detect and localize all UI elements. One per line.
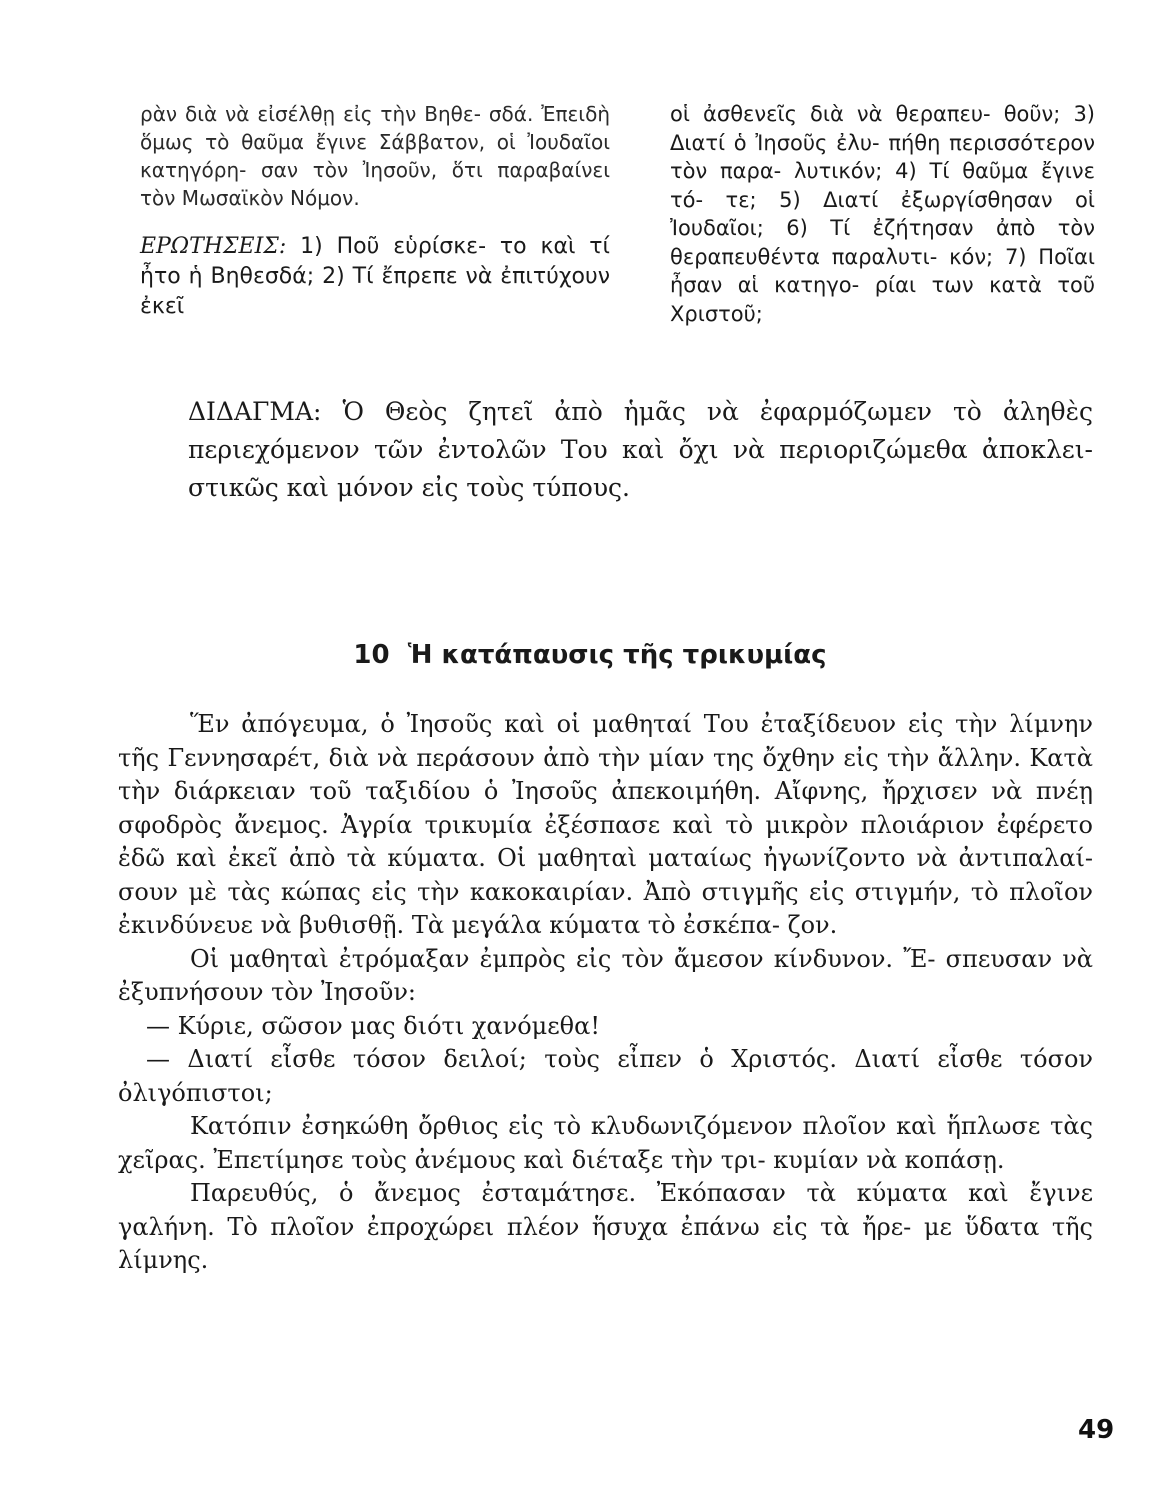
page-number: 49 <box>1078 1415 1115 1445</box>
section-title: Ἡ κατάπαυσις τῆς τρικυμίας <box>407 640 827 670</box>
right-column-text: οἱ ἀσθενεῖς διὰ νὰ θεραπευ- θοῦν; 3) Διατί ὁ Ἰησοῦς ἐλυ- πήθη περισσότερον τὸν παρα- λυτικόν; 4) Τί θαῦμα ἔγινε τό- τε; 5) Διατί ἐξωργίσθησαν οἱ Ἰουδαῖοι; 6) Τί ἐζήτησαν ἀπὸ τὸν θεραπευθέντα παραλυτι- κόν; 7) Ποῖαι ἦσαν αἱ κατηγο- ρίαι των κατὰ τοῦ Χριστοῦ; <box>670 102 1095 326</box>
questions-text: 1) Ποῦ εὑρίσκε- το καὶ τί ἦτο ἡ Βηθεσδά; 2) Τί ἔπρεπε νὰ ἐπιτύχουν ἐκεῖ <box>140 234 611 319</box>
paragraph-1: Ἕν ἀπόγευμα, ὁ Ἰησοῦς καὶ οἱ μαθηταί Του ἐταξίδευον εἰς τὴν λίμνην τῆς Γεννησαρέτ, διὰ νὰ περάσουν ἀπὸ τὴν μίαν της ὄχθην εἰς τὴν ἄλλην. Κατὰ τὴν διάρκειαν τοῦ ταξιδίου ὁ Ἰησοῦς ἀπεκοιμήθη. Αἴφνης, ἤρχισεν νὰ πνέῃ σφοδρὸς ἄνεμος. Ἀγρία τρικυμία ἐξέσπασε καὶ τὸ μικρὸν πλοιάριον ἐφέρετο ἐδῶ καὶ ἐκεῖ ἀπὸ τὰ κύματα. Οἱ μαθηταὶ ματαίως ἠγωνίζοντο νὰ ἀντιπαλαί- σουν μὲ τὰς κώπας εἰς τὴν κακοκαιρίαν. Ἀπὸ στιγμῆς εἰς στιγμήν, τὸ πλοῖον ἐκινδύνευε νὰ βυθισθῇ. Τὰ μεγάλα κύματα τὸ ἐσκέπα- ζον. <box>118 710 1093 939</box>
didagma-label: ΔΙΔΑΓΜΑ: <box>188 397 322 426</box>
paragraph-4: Παρευθύς, ὁ ἄνεμος ἐσταμάτησε. Ἐκόπασαν τὰ κύματα καὶ ἔγινε γαλήνη. Τὸ πλοῖον ἐπροχώρει πλέον ἥσυχα ἐπάνω εἰς τὰ ἤρε- με ὕδατα τῆς λίμνης. <box>118 1179 1093 1274</box>
dialogue-1: — Κύριε, σῶσον μας διότι χανόμεθα! <box>146 1011 600 1040</box>
left-column-text: ρὰν διὰ νὰ εἰσέλθῃ εἰς τὴν Βηθε- σδά. Ἐπειδὴ ὅμως τὸ θαῦμα ἔγινε Σάββατον, οἱ Ἰουδαῖοι κατηγόρη- σαν τὸν Ἰησοῦν, ὅτι παραβαίνει τὸν Μωσαϊκὸν Νόμον. <box>140 102 610 210</box>
paragraph-3: Κατόπιν ἐσηκώθη ὄρθιος εἰς τὸ κλυδωνιζόμενον πλοῖον καὶ ἥπλωσε τὰς χεῖρας. Ἐπετίμησε τοὺς ἀνέμους καὶ διέταξε τὴν τρι- κυμίαν νὰ κοπάσῃ. <box>118 1112 1093 1174</box>
questions-label: ΕΡΩΤΗΣΕΙΣ: <box>140 234 287 259</box>
section-heading <box>330 640 850 670</box>
right-column <box>670 100 1095 328</box>
dialogue-2: — Διατί εἶσθε τόσον δειλοί; τοὺς εἶπεν ὁ Χριστός. Διατί εἶσθε τόσον ὀλιγόπιστοι; <box>118 1045 1093 1107</box>
questions-block <box>140 232 610 322</box>
didagma-text: Ὁ Θεὸς ζητεῖ ἀπὸ ἡμᾶς νὰ ἐφαρμόζωμεν τὸ ἀληθὲς περιεχόμενον τῶν ἐντολῶν Του καὶ ὄχι νὰ περιοριζώμεθα ἀποκλει- στικῶς καὶ μόνον εἰς τοὺς τύπους. <box>188 397 1093 502</box>
didagma-block <box>188 393 1093 507</box>
section-number: 10 <box>353 640 390 670</box>
left-column <box>140 100 610 322</box>
paragraph-2: Οἱ μαθηταὶ ἐτρόμαξαν ἐμπρὸς εἰς τὸν ἄμεσον κίνδυνον. Ἔ- σπευσαν νὰ ἐξυπνήσουν τὸν Ἰησοῦν: <box>118 944 1093 1006</box>
story-body <box>118 708 1093 1278</box>
